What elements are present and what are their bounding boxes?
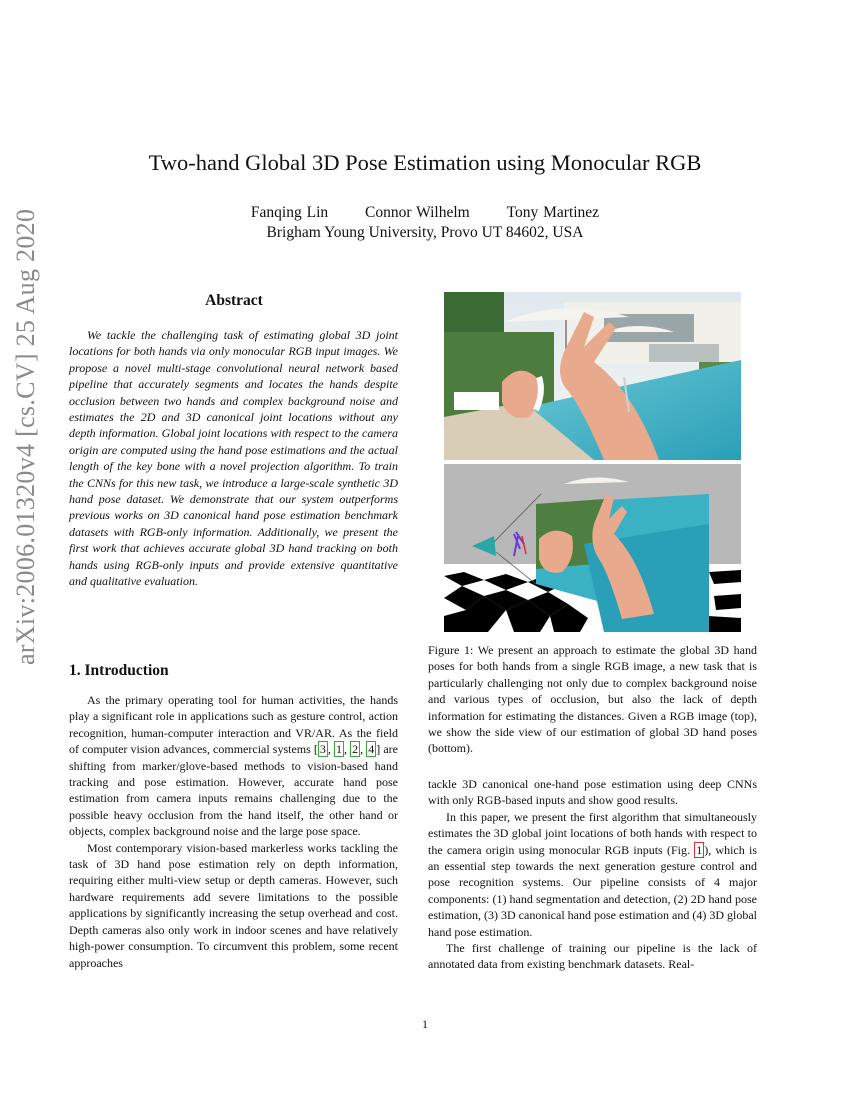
paragraph-text: ] are shifting from marker/glove-based methods to vision-based hand tracking and pose estimation. However, accurate hand pose estimation from camera inputs remains challenging due to the possible heavy occlusion from the hand itself, the other hand or objects, complex background noise and the large pose space. — [69, 742, 399, 839]
paragraph: The first challenge of training our pipeline is the lack of annotated data from existing benchmark datasets. Real- — [428, 941, 757, 972]
introduction-right-column — [428, 776, 757, 973]
abstract-heading: Abstract — [205, 292, 263, 309]
figure-bottom-image — [444, 464, 741, 632]
introduction-left-column — [69, 692, 398, 971]
author-list — [0, 204, 850, 222]
citation-link[interactable]: 3 — [319, 742, 326, 757]
paragraph: Most contemporary vision-based markerless works tackling the task of 3D hand pose estimation rely on depth information, requiring either multi-view setup or depth cameras. However, such hardware requirements add severe limitations to the possible applications by significantly increasing the setup overhead and cost. Depth cameras also only work in indoor scenes and have relatively high-power consumption. To circumvent this problem, some recent approaches — [69, 840, 398, 970]
author-name: Fanqing Lin — [250, 204, 329, 221]
citation-link[interactable]: 2 — [352, 742, 359, 757]
citation-link[interactable]: 1 — [336, 742, 343, 757]
paper-title: Two-hand Global 3D Pose Estimation using Monocular RGB — [148, 150, 702, 175]
affiliation: Brigham Young University, Provo UT 84602, USA — [266, 224, 584, 241]
figure-caption: Figure 1: We present an approach to estimate the global 3D hand poses for both hands from a single RGB image, a new task that is particularly challenging not only due to complex background noise and various types of occlusion, but also the lack of depth information for estimating the distances. Given a RGB image (top), we show the side view of our estimation of global 3D hand poses (bottom). — [428, 643, 757, 756]
paragraph — [428, 809, 757, 940]
abstract-body: We tackle the challenging task of estimating global 3D joint locations for both hands via only monocular RGB input images. We propose a novel multi-stage convolutional neural network based pipeline that accurately segments and locates the hands despite occlusion between two hands and complex background noise and estimates the 2D and 3D canonical joint locations without any depth information. Global joint locations with respect to the camera origin are computed using the hand pose estimations and the actual length of the key bone with a novel projection algorithm. To train the CNNs for this new task, we introduce a large-scale synthetic 3D hand pose dataset. We demonstrate that our system outperforms previous works on 3D canonical hand pose estimation benchmark datasets with RGB-only information. Additionally, we present the first work that achieves accurate global 3D hand tracking on both hands using RGB-only inputs and provide extensive quantitative and qualitative evaluation. — [69, 328, 398, 589]
paragraph-text: As the primary operating tool for human activities, the hands play a significant role in applications such as gesture control, action recognition, human-computer interaction and VR/AR. As the field of computer vision advances, commercial systems [ — [69, 693, 398, 757]
figure-top-image — [444, 292, 741, 460]
side-view-3d-render — [444, 464, 741, 632]
poolside-photo-with-hands — [444, 292, 741, 460]
arxiv-stamp — [8, 208, 48, 665]
arxiv-stamp-text: arXiv:2006.01320v4 [cs.CV] 25 Aug 2020 — [11, 208, 40, 665]
page-number: 1 — [422, 1017, 428, 1031]
citation-link[interactable]: 4 — [368, 742, 375, 757]
author-name: Connor Wilhelm — [365, 204, 470, 221]
paragraph: tackle 3D canonical one-hand pose estimation using deep CNNs with only RGB-based inputs and show good results. — [428, 777, 757, 808]
paragraph: As the primary operating tool for human activities, the hands play a significant role in applications such as gesture control, action recognition, human-computer interaction and VR/AR. As the field of computer vision advances, commercial systems [ 3 , 1 , 2 , 4 ] are shifting from marker/glove-based methods to vision-based hand tracking and pose estimation. However, accurate hand pose estimation from camera inputs remains challenging due to the possible heavy occlusion from the hand itself, the other hand or objects, complex background noise and the large pose space. — [69, 693, 399, 839]
figure-1 — [444, 292, 741, 632]
figure-reference-link[interactable]: 1 — [696, 842, 703, 857]
author-name: Tony Martinez — [506, 204, 600, 221]
paragraph-text: In this paper, we present the first algorithm that simultaneously estimates the 3D global joint locations of both hands with respect to the camera origin using monocular RGB inputs (Fig. — [428, 809, 757, 857]
section-heading-introduction: 1. Introduction — [69, 662, 169, 679]
paragraph-text: ), which is an essential step towards the next generation gesture control and pose recognition systems. Our pipeline consists of 4 major components: (1) hand segmentation and detection, (2) 2D hand pose estimation, (3) 3D canonical hand pose estimation and (4) 3D global hand pose estimation. — [428, 842, 758, 939]
